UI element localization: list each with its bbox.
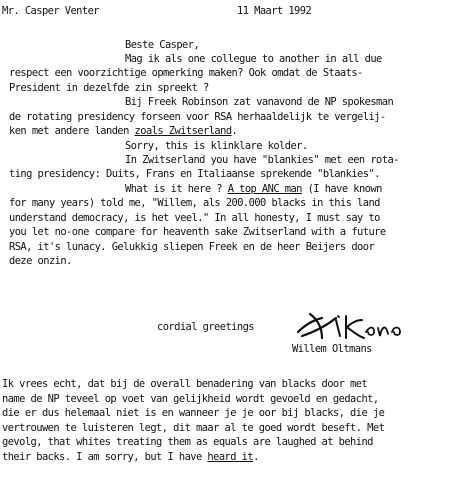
footer-line: their backs. I am sorry, but I have heard it. bbox=[2, 451, 259, 463]
body-line: What is it here ? A top ANC man (I have known bbox=[125, 183, 382, 195]
underlined-phrase: heard it bbox=[207, 451, 254, 463]
footer-line: gevolg, that whites treating them as equals are laughed at behind bbox=[2, 436, 373, 448]
footer-line: Ik vrees echt, dat bij de overall benadering van blacks door met bbox=[2, 378, 368, 390]
footer-paragraph bbox=[0, 377, 450, 472]
body-line: understand democracy, is het veel." In all honesty, I must say to bbox=[9, 212, 380, 224]
footer-line: name de NP teveel op voet van gelijkheid wordt gevoeld en gedacht, bbox=[2, 393, 379, 405]
underlined-phrase: zoals Zwitserland bbox=[134, 125, 232, 137]
body-line: Sorry, this is klinklare kolder. bbox=[125, 140, 308, 152]
body-line: ting presidency: Duits, Frans en Italiaanse sprekende "blankies". bbox=[9, 168, 380, 180]
salutation: Beste Casper, bbox=[125, 39, 200, 51]
body-line: respect een voorzichtige opmerking maken? Ook omdat de Staats- bbox=[9, 67, 363, 79]
footer-line: vertrouwen te luisteren legt, dit maar al te goed wordt beseft. Met bbox=[2, 422, 385, 434]
body-line: ken met andere landen zoals Zwitserland. bbox=[9, 125, 238, 137]
body-line: RSA, it's lunacy. Gelukkig sliepen Freek en de heer Beijers door bbox=[9, 241, 375, 253]
body-line: deze onzin. bbox=[9, 255, 72, 267]
body-line: Mag ik als one collegue to another in all due bbox=[125, 53, 382, 65]
letter-date: 11 Maart 1992 bbox=[237, 5, 312, 17]
body-line: In Zwitserland you have "blankies" met een rota- bbox=[125, 154, 399, 166]
closing-line: cordial greetings bbox=[157, 321, 254, 333]
handwritten-signature bbox=[292, 306, 412, 346]
body-line: Bij Freek Robinson zat vanavond de NP spokesman bbox=[125, 96, 394, 108]
body-line: you let no-one compare for heaventh sake Zwitserland with a future bbox=[9, 226, 386, 238]
signature-name: Willem Oltmans bbox=[292, 343, 372, 355]
recipient-line: Mr. Casper Venter bbox=[2, 5, 99, 17]
footer-line: die er dus helemaal niet is en wanneer je je oor bij blacks, die je bbox=[2, 407, 385, 419]
body-line: for many years) told me, "Willem, als 200.000 blacks in this land bbox=[9, 197, 380, 209]
body-line: de rotating presidency forseen voor RSA herhaaldelijk te vergelij- bbox=[9, 111, 386, 123]
underlined-phrase: A top ANC man bbox=[227, 183, 302, 195]
body-line: President in dezelfde zin spreekt ? bbox=[9, 82, 209, 94]
